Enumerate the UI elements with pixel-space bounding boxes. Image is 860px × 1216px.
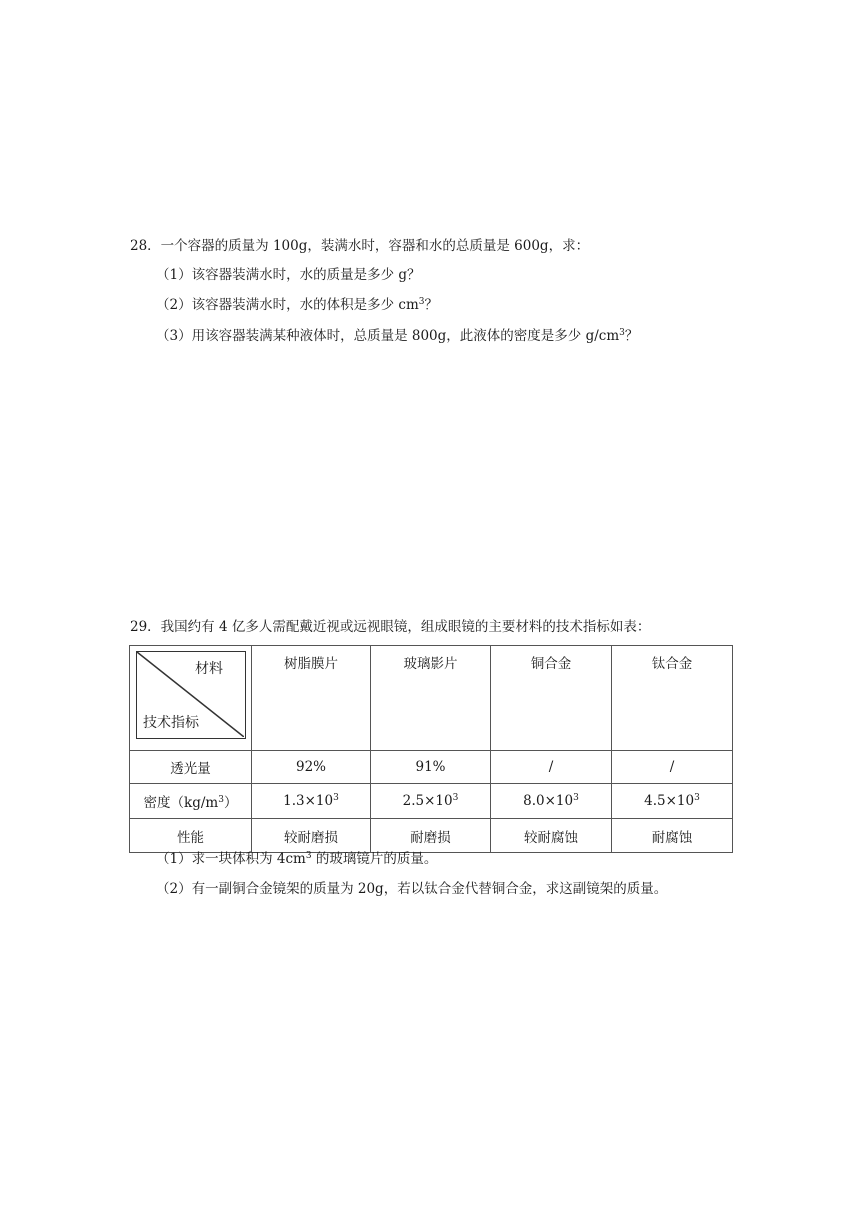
row-label-sup: 3 — [218, 795, 224, 805]
q29-part-1-tail: 的玻璃镜片的质量。 — [311, 851, 438, 867]
q29-stem: 29．我国约有 4 亿多人需配戴近视或远视眼镜，组成眼镜的主要材料的技术指标如表： — [130, 619, 651, 635]
table-cell: 91% — [371, 751, 491, 784]
table-row-density — [130, 784, 733, 819]
density-exp: 3 — [333, 793, 339, 803]
column-header: 铜合金 — [491, 646, 612, 751]
density-exp: 3 — [452, 793, 459, 803]
table-cell — [371, 784, 491, 819]
column-header: 玻璃影片 — [371, 646, 491, 751]
table-cell: 耐磨损 — [371, 819, 491, 853]
q29-part-1-sup: 3 — [305, 851, 312, 861]
q28-part-3-text: （3）用该容器装满某种液体时，总质量是 800g，此液体的密度是多少 g/cm — [156, 328, 620, 344]
q28-part-3-sup: 3 — [619, 328, 625, 338]
row-label-tail: ） — [223, 795, 238, 811]
density-exp: 3 — [573, 793, 579, 803]
table-cell — [491, 784, 612, 819]
corner-label-material: 材料 — [195, 661, 223, 677]
table-cell: / — [612, 751, 733, 784]
column-header: 钛合金 — [612, 646, 733, 751]
q28-part-3 — [156, 327, 638, 345]
corner-label-index: 技术指标 — [143, 715, 199, 731]
table-row-performance — [130, 819, 733, 853]
q28-stem: 28．一个容器的质量为 100g，装满水时，容器和水的总质量是 600g，求： — [130, 238, 590, 254]
q28-part-1: （1）该容器装满水时，水的质量是多少 g？ — [156, 267, 421, 283]
row-label-text: 密度（kg/m — [143, 795, 219, 811]
table-cell — [612, 784, 733, 819]
table-cell: 较耐腐蚀 — [491, 819, 612, 853]
column-header: 树脂膜片 — [252, 646, 371, 751]
table-cell: 耐腐蚀 — [612, 819, 733, 853]
density-base: 4.5×10 — [644, 793, 695, 809]
table-cell: 92% — [252, 751, 371, 784]
q28-part-3-tail: ？ — [624, 328, 639, 344]
q28-part-2-text: （2）该容器装满水时，水的体积是多少 cm — [156, 297, 419, 313]
q29-part-1-text: （1）求一块体积为 4cm — [156, 851, 306, 867]
table-cell: 较耐磨损 — [252, 819, 371, 853]
table-corner-cell — [130, 646, 252, 751]
q29-part-2: （2）有一副铜合金镜架的质量为 20g，若以钛合金代替铜合金，求这副镜架的质量。 — [156, 881, 668, 897]
density-base: 2.5×10 — [402, 793, 453, 809]
row-label: 性能 — [130, 819, 252, 853]
q28-part-2-sup: 3 — [418, 297, 425, 307]
q28-part-2-tail: ？ — [424, 297, 438, 313]
table-cell — [252, 784, 371, 819]
materials-table — [129, 645, 733, 853]
corner-header-image — [136, 651, 246, 739]
row-label — [130, 784, 252, 819]
density-base: 1.3×10 — [283, 793, 334, 809]
table-cell: / — [491, 751, 612, 784]
density-base: 8.0×10 — [523, 793, 574, 809]
table-header-row — [130, 646, 733, 751]
density-exp: 3 — [694, 793, 700, 803]
row-label: 透光量 — [130, 751, 252, 784]
table-row-light-transmission — [130, 751, 733, 784]
q28-part-2 — [156, 296, 438, 314]
q29-part-1 — [156, 850, 437, 868]
